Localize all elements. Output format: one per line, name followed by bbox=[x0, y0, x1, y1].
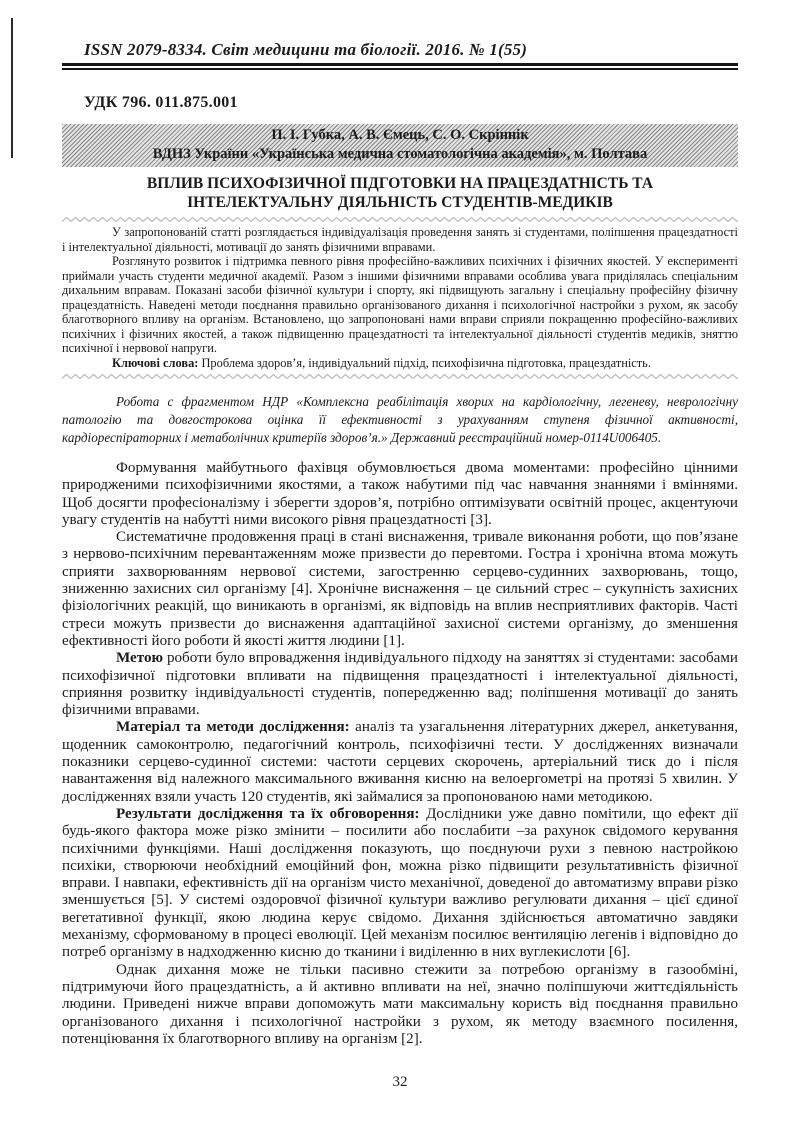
abstract-paragraph: У запропонованій статті розглядається індивідуалізація проведення занять зі студентами, поліпшення працездатності і інтелектуальної діяльності, мотивації до занять фізичними вправами. bbox=[62, 225, 738, 254]
header-rule bbox=[62, 63, 738, 70]
keywords-text: Проблема здоров’я, індивідуальний підхід, психофізична підготовка, працездатність. bbox=[198, 355, 651, 370]
ndr-note-text: Робота с фрагментом НДР «Комплексна реабілітація хворих на кардіологічну, легеневу, неврологічну патологію та довгострокова оцінка її ефективності з урахуванням ступеня фізичної активності, кардіореспіраторних і метаболічних критеріїв здоров’я.» Державний реєстраційний номер-0114U006405. bbox=[62, 394, 738, 445]
article-title-line-1: ВПЛИВ ПСИХОФІЗИЧНОЇ ПІДГОТОВКИ НА ПРАЦЕЗДАТНІСТЬ ТА bbox=[146, 175, 654, 192]
article-body bbox=[62, 460, 738, 1048]
keywords-line bbox=[62, 356, 738, 371]
body-paragraph bbox=[62, 719, 738, 805]
page-number: 32 bbox=[392, 1074, 408, 1091]
paragraph-text: Систематичне продовження праці в стані виснаження, тривале виконання роботи, що пов’язане з нервово-психічним перевантаженням може призвести до перевтоми. Гостра і хронічна втома можуть сприяти захворюванням нервової системи, загостренню серцево-судинних захворювань, тощо, зниженню захисних сил організму [4]. Хронічне виснаження – це сильний стрес – сукупність захисних фізіологічних реакцій, що виникають в організмі, як відповідь на вплив несприятливих факторів. Часті стреси можуть призвести до виснаження адаптаційної захисної системи організму, до зменшення ефективності його роботи й якості життя людини [1]. bbox=[62, 529, 738, 649]
keywords-label: Ключові слова: bbox=[112, 355, 199, 370]
paragraph-text: Дослідники уже давно помітили, що ефект дії будь-якого фактора може різко змінити – посилити або послабити –за рахунок свідомого керування психічними функціями. Наші дослідження показують, що поєднуючи рухи з певною настройкою психіки, створюючи необхідний емоційний фон, можна різко підвищити результативність фізичної вправи. І навпаки, ефективність дії на організм чисто механічної, доведеної до автоматизму вправи різко зменшується [5]. У системі оздоровчої фізичної культури важливо регулювати дихання – цієї єдиної вегетативної функції, якою людина керує свідомо. Дихання здійснюється автоматично завдяки механізму, сформованому в процесі еволюції. Цей механізм посилює вентиляцію легенів і відповідно до потреб організму в надходженню кисню до тканини і виділенню в них вуглекислоти [6]. bbox=[62, 805, 738, 961]
paragraph-text: Формування майбутнього фахівця обумовлюється двома моментами: професійно цінними природженими психофізичними якостями, а також набутими під час навчання знаннями і вміннями. Щоб досягти професіоналізму і зберегти здоров’я, потрібно оптимізувати освітній процес, акцентуючи увагу студентів на набутті ними високого рівня працездатності [3]. bbox=[62, 460, 738, 528]
authors-line: П. І. Губка, А. В. Ємець, С. О. Скріннік bbox=[271, 127, 529, 143]
abstract-section bbox=[62, 225, 738, 370]
paragraph-lead: Метою bbox=[116, 650, 164, 667]
authors-block bbox=[62, 124, 738, 167]
zigzag-divider-top bbox=[62, 216, 738, 223]
affiliation-line: ВДНЗ України «Українська медична стоматологічна академія», м. Полтава bbox=[152, 146, 648, 162]
body-paragraph bbox=[62, 460, 738, 529]
udk-code: УДК 796. 011.875.001 bbox=[84, 94, 238, 111]
article-title-line-2: ІНТЕЛЕКТУАЛЬНУ ДІЯЛЬНІСТЬ СТУДЕНТІВ-МЕДИКІВ bbox=[187, 194, 613, 211]
body-paragraph bbox=[62, 806, 738, 962]
paragraph-lead: Результати дослідження та їх обговорення: bbox=[116, 805, 420, 822]
abstract-paragraph: Розглянуто розвиток і підтримка певного рівня професійно-важливих психічних і фізичних якостей. У експерименті приймали участь студенти медичної академії. Разом з іншими фізичними вправами особлива увага приділялась спеціальним дихальним вправам. Показані засоби фізичної культури і спорту, які підвищують загальну і спеціальну професійну фізичну працездатність. Наведені методи поєднання правильно організованого дихання і психологічної настройки з рухом, як засобу благотворного впливу на організм. Встановлено, що запропоновані нами вправи сприяли покращенню професійно-важливих психічних і фізичних якостей, а також підвищенню працездатності та інтелектуальної діяльності студентів медиків, зняттю психічної і нервової напруги. bbox=[62, 254, 738, 355]
scan-artifact-line bbox=[11, 18, 13, 158]
article-title bbox=[62, 174, 738, 212]
paragraph-text: аналіз та узагальнення літературних джерел, анкетування, щоденник самоконтролю, педагогічний контроль, психофізичні тести. У дослідженнях визначали показники серцево-судинної системи: частоти серцевих скорочень, артеріальний тиск до і після навантаження від належного максимального вживання кисню на велоергометрі на протязі 5 хвилин. У дослідженнях взяли участь 120 студентів, які займалися за пропонованою нами методикою. bbox=[62, 719, 738, 805]
paragraph-text: роботи було впровадження індивідуального підходу на заняттях зі студентами: засобами психофізичної підготовки впливати на підвищення працездатності і інтелектуальної діяльності, сприяння розвитку індивідуальності студентів, попередженню вад; поліпшення мотивації до занять фізичними вправами. bbox=[62, 650, 738, 719]
body-paragraph bbox=[62, 529, 738, 650]
paragraph-lead: Матеріал та методи дослідження: bbox=[116, 719, 350, 736]
paragraph-text: Однак дихання може не тільки пасивно стежити за потребою організму в газообміні, підтримуючи його працездатність, а й активно впливати на неї, значно поліпшуючи життєдіяльність людини. Приведені нижче вправи допоможуть мати максимальну користь від поєднання правильно організованого дихання і психологічної настройки з рухом, як методу взаємного посилення, потенціювання їх благотворного впливу на організм [2]. bbox=[62, 961, 738, 1047]
zigzag-divider-bottom bbox=[62, 373, 738, 380]
body-paragraph bbox=[62, 650, 738, 719]
ndr-note bbox=[62, 393, 738, 447]
body-paragraph bbox=[62, 962, 738, 1048]
journal-header: ISSN 2079-8334. Світ медицини та біології. 2016. № 1(55) bbox=[84, 40, 528, 59]
